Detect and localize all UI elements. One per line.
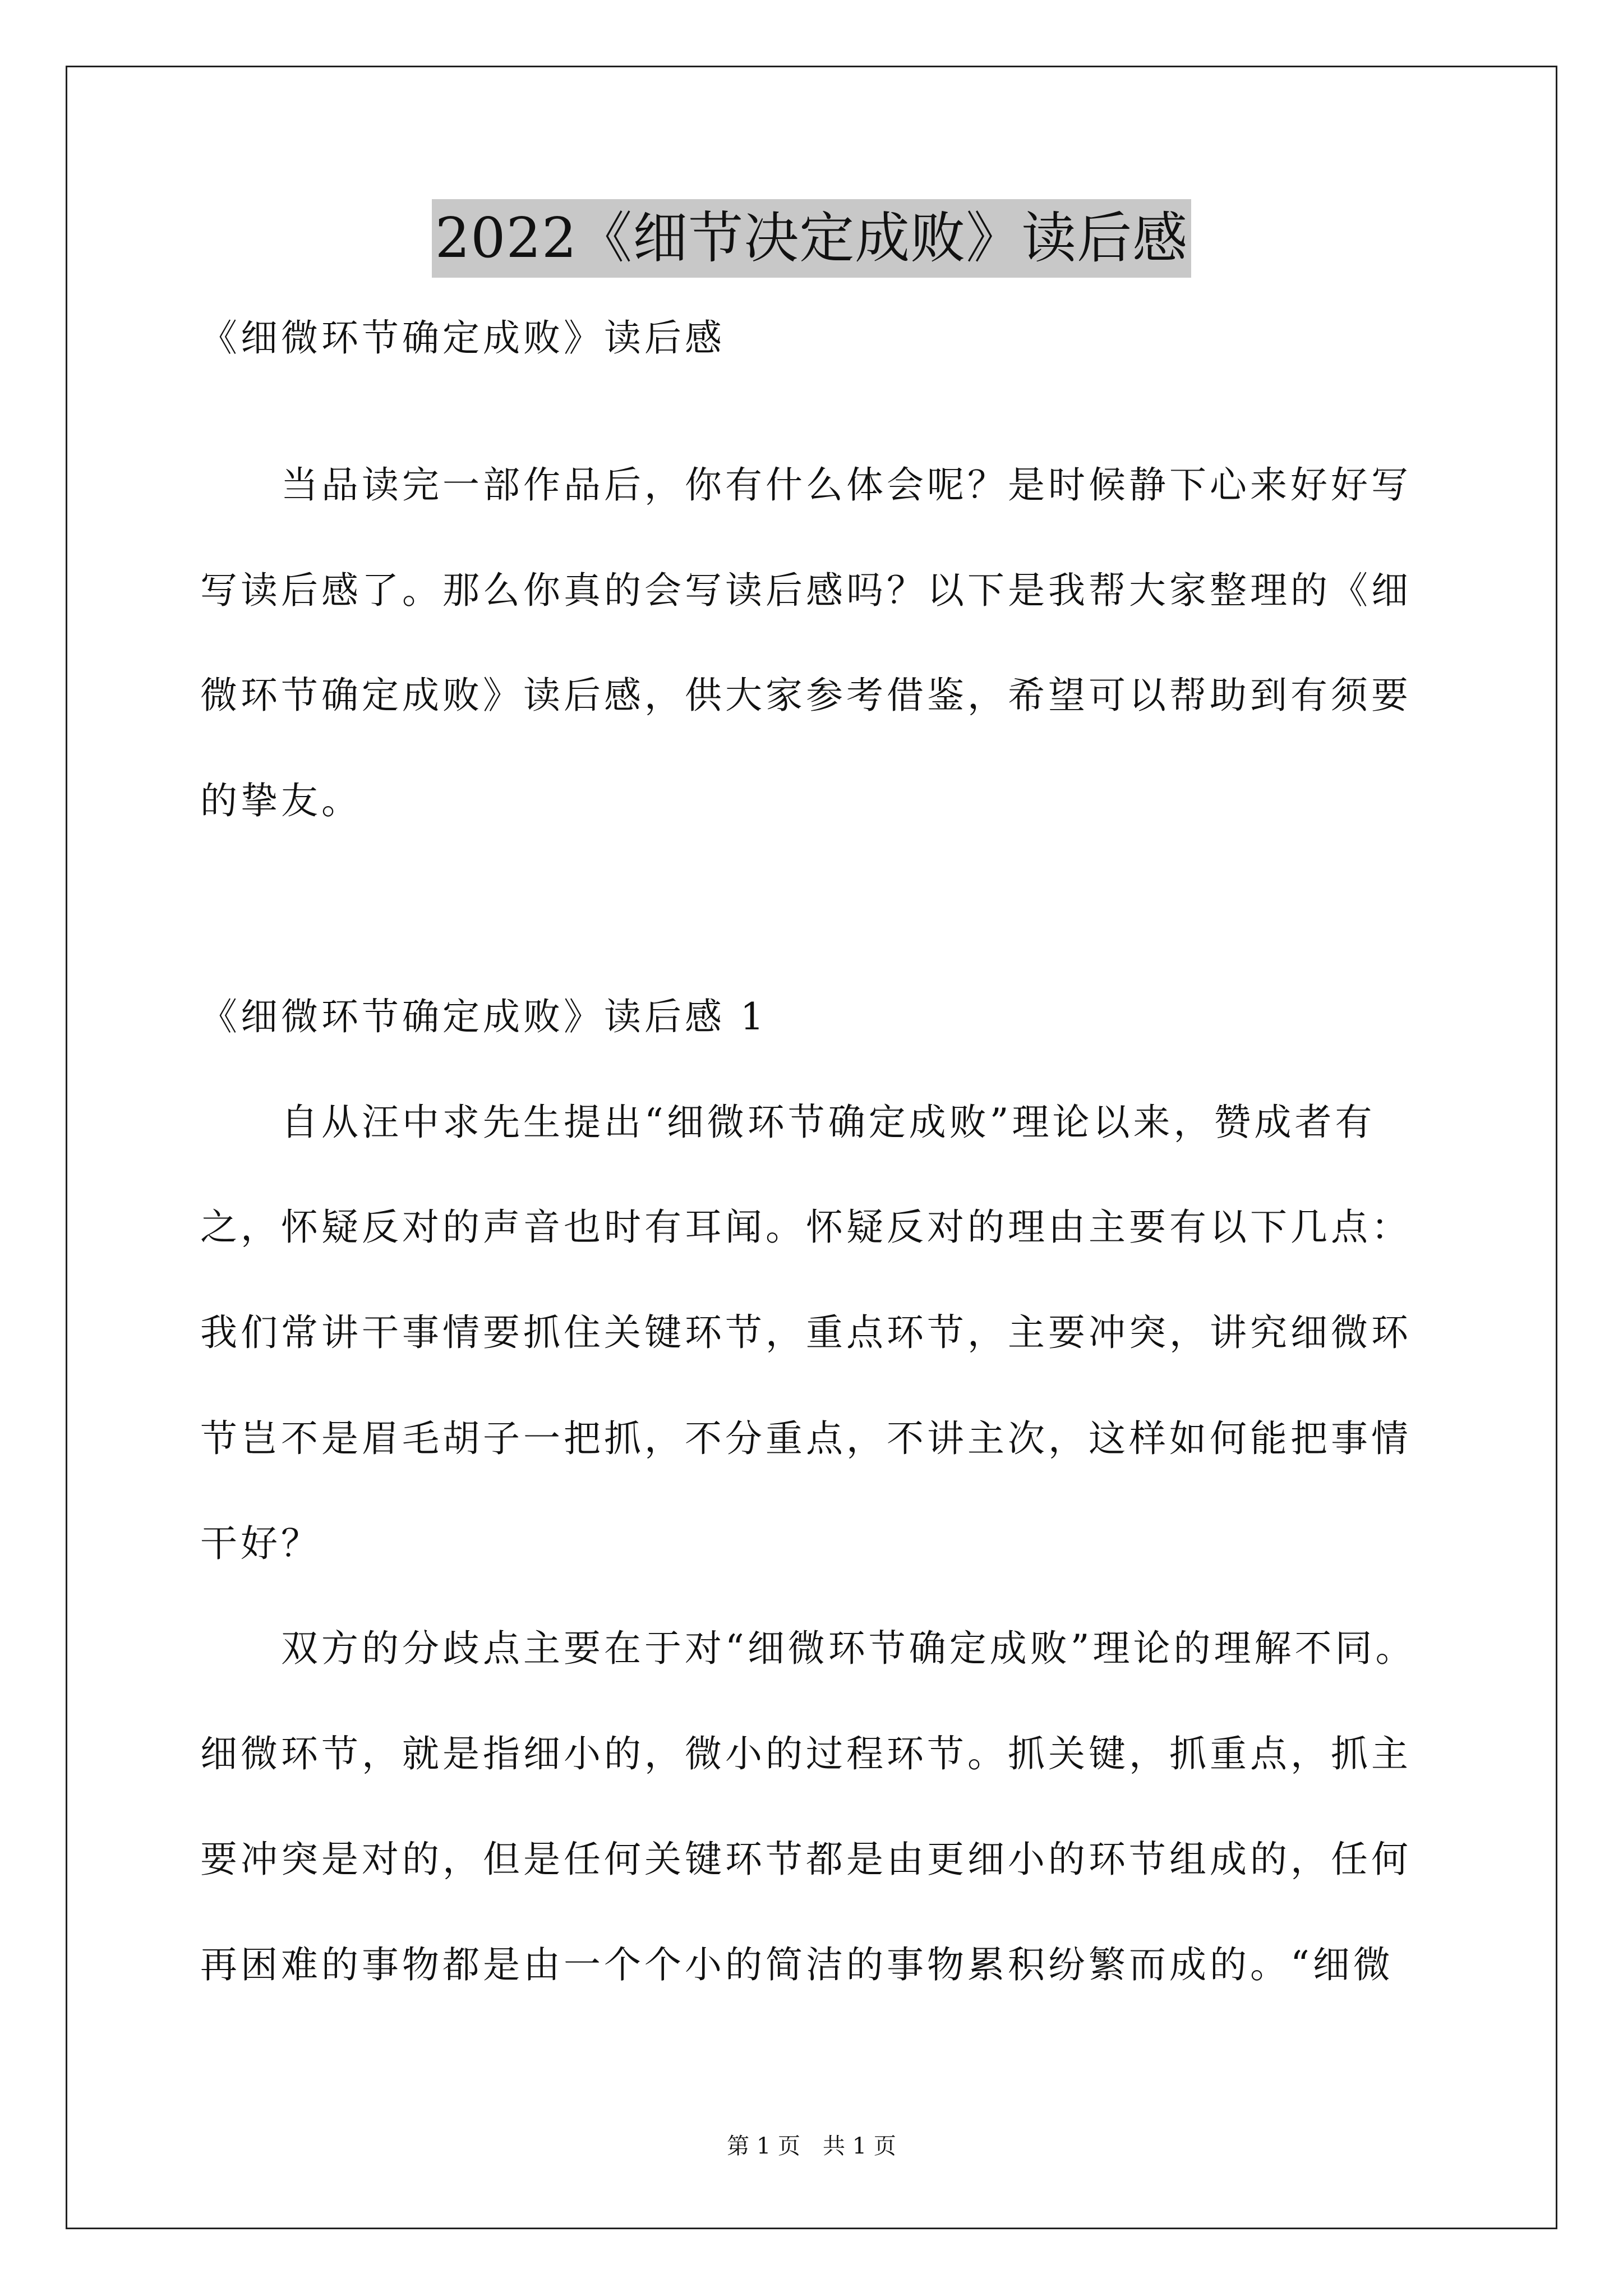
para2-line-1: 双方的分歧点主要在于对“细微环节确定成败”理论的理解不同。 [200, 1627, 1416, 1670]
para1-line-3: 我们常讲干事情要抓住关键环节，重点环节，主要冲突，讲究细微环 [200, 1311, 1412, 1354]
intro-line-3: 微环节确定成败》读后感，供大家参考借鉴，希望可以帮助到有须要 [200, 674, 1412, 717]
para1-line-4: 节岂不是眉毛胡子一把抓，不分重点，不讲主次，这样如何能把事情 [200, 1417, 1412, 1460]
intro-line-2: 写读后感了。那么你真的会写读后感吗？以下是我帮大家整理的《细 [200, 569, 1412, 612]
para2-line-4: 再困难的事物都是由一个个小的简洁的事物累积纷繁而成的。“细微 [200, 1943, 1394, 1986]
page-footer: 第 1 页 共 1 页 [727, 2133, 896, 2159]
title-container [0, 199, 1623, 278]
para2-line-3: 要冲突是对的，但是任何关键环节都是由更细小的环节组成的，任何 [200, 1838, 1412, 1881]
subtitle: 《细微环节确定成败》读后感 [200, 316, 725, 360]
intro-line-4: 的挚友。 [200, 779, 362, 822]
section-heading-1: 《细微环节确定成败》读后感 1 [200, 995, 767, 1038]
para1-line-1: 自从汪中求先生提出“细微环节确定成败”理论以来，赞成者有 [200, 1101, 1376, 1144]
para1-line-2: 之，怀疑反对的声音也时有耳闻。怀疑反对的理由主要有以下几点： [200, 1205, 1412, 1249]
document-title: 2022《细节决定成败》读后感 [432, 199, 1191, 278]
para2-line-2: 细微环节，就是指细小的，微小的过程环节。抓关键，抓重点，抓主 [200, 1732, 1412, 1775]
para1-line-5: 干好？ [200, 1522, 321, 1565]
intro-line-1: 当品读完一部作品后，你有什么体会呢？是时候静下心来好好写 [200, 463, 1412, 507]
